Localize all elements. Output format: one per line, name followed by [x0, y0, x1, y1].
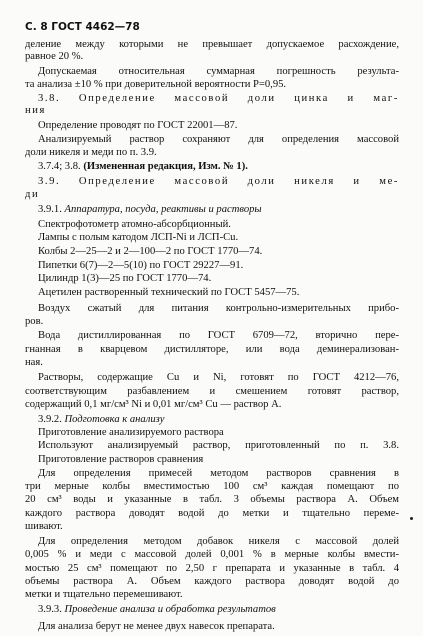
text-line: Анализируемый раствор сохраняют для определения массовой: [38, 134, 399, 145]
text-line: объемы раствора А. Объем каждого раствора доводят водой до: [25, 576, 399, 587]
text-line: деление между которыми не превышает допускаемое расхождение,: [25, 39, 399, 50]
text-line: Используют анализируемый раствор, приготовленный по п. 3.8.: [38, 440, 399, 451]
text-line: ния: [25, 105, 47, 116]
text-line: Вода дистиллированная по ГОСТ 6709—72, вторично пере-: [38, 330, 399, 341]
text-line: Колбы 2—25—2 и 2—100—2 по ГОСТ 1770—74.: [38, 246, 263, 257]
text-line: Для определения примесей методом растворов сравнения в: [38, 468, 399, 479]
text-line: шивают.: [25, 521, 63, 532]
text-line: ди: [25, 189, 40, 200]
text-line: метки и тщательно перемешивают.: [25, 589, 183, 600]
text-line: Цилиндр 1(3)—25 по ГОСТ 1770—74.: [38, 273, 212, 284]
margin-mark: [410, 517, 413, 520]
text-line: каждого раствора доводят водой до метки и тщательно переме-: [25, 508, 399, 519]
text-line: соответствующим разбавлением и смешением готовят раствор,: [25, 386, 399, 397]
text-line: Ацетилен растворенный технический по ГОСТ 5457—75.: [38, 287, 300, 298]
page-header: С. 8 ГОСТ 4462—78: [25, 21, 140, 33]
text-line: 3.9.3. Проведение анализа и обработка результатов: [38, 604, 276, 615]
text-line: мостью 25 см³ помещают по 2,50 г препарата и указанные в табл. 4: [25, 563, 399, 574]
text-line: Для определения методом добавок никеля с массовой долей: [38, 536, 399, 547]
text-line: 20 см³ воды и указанные в табл. 3 объемы раствора А. Объем: [25, 494, 399, 505]
text-line: Определение проводят по ГОСТ 22001—87.: [38, 120, 238, 131]
text-line: ров.: [25, 316, 44, 327]
text-line: 3.7.4; 3.8. (Измененная редакция, Изм. № 1).: [38, 161, 248, 172]
text-line: Для анализа берут не менее двух навесок препарата.: [38, 621, 275, 632]
text-line: Допускаемая относительная суммарная погрешность результа-: [38, 66, 399, 77]
text-line: ная.: [25, 357, 43, 368]
text-line: 3.8. Определение массовой доли цинка и маг-: [38, 93, 399, 104]
text-line: Лампы с полым катодом ЛСП-Ni и ЛСП-Cu.: [38, 232, 239, 243]
text-line: 3.9. Определение массовой доли никеля и ме-: [38, 176, 399, 187]
text-line: Приготовление анализируемого раствора: [38, 427, 224, 438]
text-line: та анализа ±10 % при доверительной вероятности P=0,95.: [25, 79, 287, 90]
text-line: 0,005 % и меди с массовой долей 0,001 % в мерные колбы вмести-: [25, 549, 399, 560]
text-line: Пипетки 6(7)—2—5(10) по ГОСТ 29227—91.: [38, 260, 244, 271]
text-line: 3.9.2. Подготовка к анализу: [38, 414, 165, 425]
text-line: равное 20 %.: [25, 51, 84, 62]
text-line: содержащий 0,1 мг/см³ Ni и 0,01 мг/см³ Cu — раствор А.: [25, 399, 282, 410]
text-line: Растворы, содержащие Cu и Ni, готовят по ГОСТ 4212—76,: [38, 372, 399, 383]
text-line: Приготовление растворов сравнения: [38, 454, 204, 465]
text-line: 3.9.1. Аппаратура, посуда, реактивы и растворы: [38, 204, 262, 215]
text-line: Воздух сжатый для питания контрольно-измерительных прибо-: [38, 303, 399, 314]
text-line: три мерные колбы вместимостью 100 см³ каждая помещают по: [25, 481, 399, 492]
text-line: Спектрофотометр атомно-абсорбционный.: [38, 219, 231, 230]
text-line: гнанная в кварцевом дистилляторе, или вода деминерализован-: [25, 344, 399, 355]
text-line: доли никеля и меди по п. 3.9.: [25, 147, 157, 158]
